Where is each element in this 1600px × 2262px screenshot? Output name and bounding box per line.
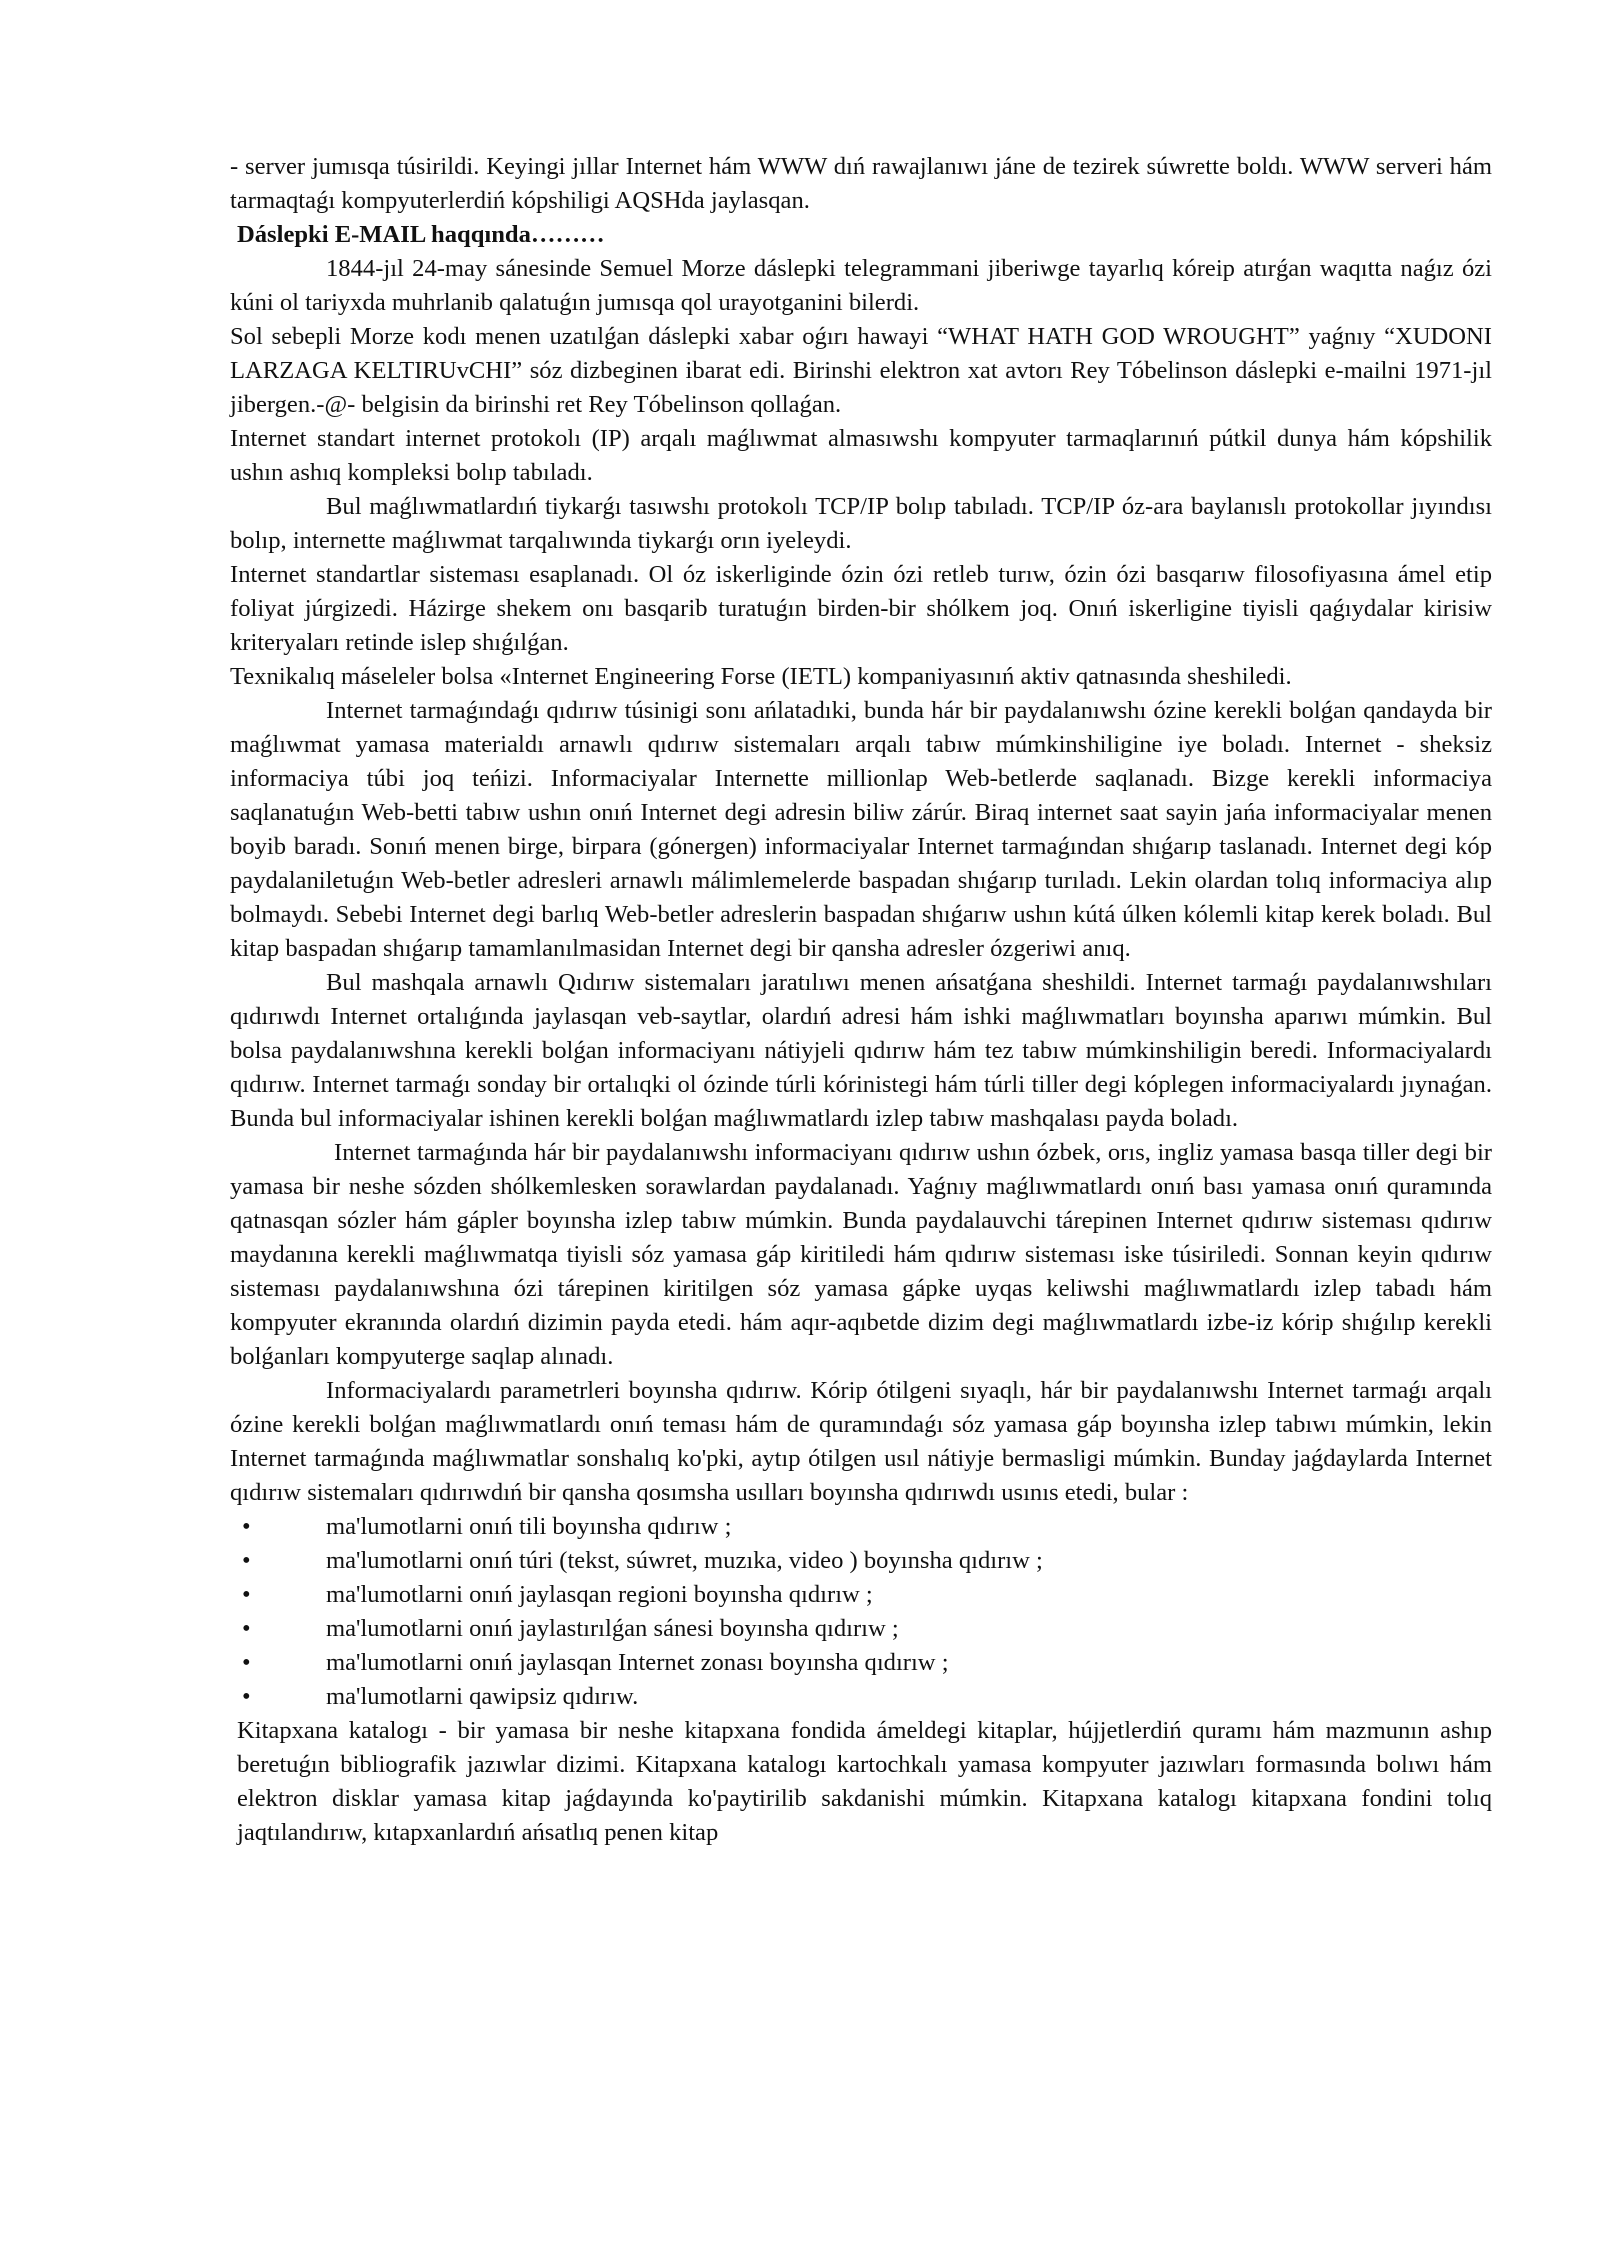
list-item-text: ma'lumotlarni onıń túri (tekst, súwret, muzıka, video ) boyınsha qıdırıw ; bbox=[326, 1547, 1043, 1574]
list-item bbox=[230, 1578, 1492, 1612]
paragraph-search-queries: Internet tarmaǵında hár bir paydalanıwshı informaciyanı qıdırıw ushın ózbek, orıs, ingliz yamasa basqa tiller degi bir yamasa bir neshe sózden shólkemlesken sorawlardan paydalanadı. Yaǵnıy maǵlıwmatlardı onıń bası yamasa onıń quramında qatnasqan sózler hám gápler boyınsha izlep tabıw múmkin. Bunda paydalauvchi tárepinen Internet qıdırıw sisteması qıdırıw maydanına kerekli maǵlıwmatqa tiyisli sóz yamasa gáp kiritiledi hám qıdırıw sisteması iske túsiriledi. Sonnan keyin qıdırıw sisteması paydalanıwshına ózi tárepinen kiritilgen sóz yamasa gápke uyqas keliwshi maǵlıwmatlardı izlep tabadı hám kompyuter ekranında olardıń dizimin payda etedi. hám aqır-aqıbetde dizim degi maǵlıwmatlardı izbe-iz kórip shıǵılıp kerekli bolǵanları kompyuterge saqlap alınadı. bbox=[230, 1139, 1492, 1370]
bullet-icon: • bbox=[242, 1581, 251, 1608]
section-heading-email: Dáslepki E-MAIL haqqında……… bbox=[237, 221, 605, 248]
paragraph-tcp-ip: Bul maǵlıwmatlardıń tiykarǵı tasıwshı protokolı TCP/IP bolıp tabıladı. TCP/IP óz-ara baylanıslı protokollar jıyındısı bolıp, internette maǵlıwmat tarqalıwında tiykarǵı orın iyeleydi. bbox=[230, 493, 1492, 554]
bullet-icon: • bbox=[242, 1615, 251, 1642]
paragraph-search-parameters: Informaciyalardı parametrleri boyınsha qıdırıw. Kórip ótilgeni sıyaqlı, hár bir paydalanıwshı Internet tarmaǵı arqalı ózine kerekli bolǵan maǵlıwmatlardı onıń teması hám de quramındaǵı sóz yamasa gáp boyınsha izlep tabıwı múmkin, lekin Internet tarmaǵında maǵlıwmatlar sonshalıq ko'pki, aytıp ótilgen usıl nátiyje bermasligi múmkin. Bunday jaǵdaylarda Internet qıdırıw sistemaları qıdırıwdıń bir qansha qosımsha usılları boyınsha qıdırıwdı usınıs etedi, bular : bbox=[230, 1377, 1492, 1506]
list-item-text: ma'lumotlarni onıń jaylasqan Internet zonası boyınsha qıdırıw ; bbox=[326, 1649, 949, 1676]
list-item bbox=[230, 1680, 1492, 1714]
bullet-icon: • bbox=[242, 1547, 251, 1574]
paragraph-server-intro: - server jumısqa túsirildi. Keyingi jıllar Internet hám WWW dıń rawajlanıwı jáne de tezirek súwrette boldı. WWW serveri hám tarmaqtaǵı kompyuterlerdiń kópshiligi AQSHda jaylasqan. bbox=[230, 153, 1492, 214]
list-item-text: ma'lumotlarni onıń jaylasqan regioni boyınsha qıdırıw ; bbox=[326, 1581, 873, 1608]
list-item-text: ma'lumotlarni onıń jaylastırılǵan sánesi boyınsha qıdırıw ; bbox=[326, 1615, 899, 1642]
paragraph-library-catalog: Kitapxana katalogı - bir yamasa bir neshe kitapxana fondida ámeldegi kitaplar, hújjetlerdiń quramı hám mazmunın ashıp beretuǵın bibliografik jazıwlar dizimi. Kitapxana katalogı kartochkalı yamasa kompyuter jazıwları formasında bolıwı hám elektron disklar yamasa kitap jaǵdayında ko'paytirilib sakdanishi múmkin. Kitapxana katalogı kitapxana fondini tolıq jaqtılandırıw, kıtapxanlardıń ańsatlıq penen kitap bbox=[237, 1717, 1492, 1846]
list-item-text: ma'lumotlarni onıń tili boyınsha qıdırıw ; bbox=[326, 1513, 732, 1540]
search-methods-list bbox=[230, 1510, 1492, 1714]
bullet-icon: • bbox=[242, 1683, 251, 1710]
list-item bbox=[230, 1544, 1492, 1578]
paragraph-morze-message: Sol sebepli Morze kodı menen uzatılǵan dáslepki xabar oǵırı hawayi “WHAT HATH GOD WROUGHT” yaǵnıy “XUDONI LARZAGA KELTIRUvCHI” sóz dizbeginen ibarat edi. Birinshi elektron xat avtorı Rey Tóbelinson dáslepki e-mailni 1971-jıl jibergen.-@- belgisin da birinshi ret Rey Tóbelinson qollaǵan. bbox=[230, 323, 1492, 418]
document-page bbox=[230, 150, 1492, 1850]
bullet-icon: • bbox=[242, 1513, 251, 1540]
paragraph-search-systems: Bul mashqala arnawlı Qıdırıw sistemaları jaratılıwı menen ańsatǵana sheshildi. Internet tarmaǵı paydalanıwshıları qıdırıwdı Internet ortalıǵında jaylasqan veb-saytlar, olardıń adresi hám ishki maǵlıwmatları boyınsha aparıwı múmkin. Bul bolsa paydalanıwshına kerekli bolǵan informaciyanı nátiyjeli qıdırıw hám tez tabıw múmkinshiligin beredi. Informaciyalardı qıdırıw. Internet tarmaǵı sonday bir ortalıqki ol ózinde túrli kórinistegi hám túrli tiller degi kóplegen informaciyalardı jıynaǵan. Bunda bul informaciyalar ishinen kerekli bolǵan maǵlıwmatlardı izlep tabıw mashqalası payda boladı. bbox=[230, 969, 1492, 1132]
paragraph-morze-1844: 1844-jıl 24-may sánesinde Semuel Morze dáslepki telegrammani jiberiwge tayarlıq kóreip atırǵan waqıtta naǵız ózi kúni ol tariyxda muhrlanib qalatuǵın jumısqa qol urayotganini bilerdi. bbox=[230, 255, 1492, 316]
bullet-icon: • bbox=[242, 1649, 251, 1676]
list-item-text: ma'lumotlarni qawipsiz qıdırıw. bbox=[326, 1683, 639, 1710]
list-item bbox=[230, 1612, 1492, 1646]
list-item bbox=[230, 1510, 1492, 1544]
list-item bbox=[230, 1646, 1492, 1680]
paragraph-standards: Internet standartlar sisteması esaplanadı. Ol óz iskerliginde ózin ózi retleb turıw, ózin ózi basqarıw filosofiyasına ámel etip foliyat júrgizedi. Házirge shekem onı basqarib turatuǵın birden-bir shólkem joq. Onıń iskerligine tiyisli qaǵıydalar kirisiw kriteryaları retinde islep shıǵılǵan. bbox=[230, 561, 1492, 656]
paragraph-ietl: Texnikalıq máseleler bolsa «Internet Engineering Forse (IETL) kompaniyasınıń aktiv qatnasında sheshiledi. bbox=[230, 663, 1292, 690]
paragraph-search-concept: Internet tarmaǵındaǵı qıdırıw túsinigi sonı ańlatadıki, bunda hár bir paydalanıwshı ózine kerekli bolǵan qandayda bir maǵlıwmat yamasa materialdı arnawlı qıdırıw sistemaları arqalı tabıw múmkinshiligine iye boladı. Internet - sheksiz informaciya túbi joq teńizi. Informaciyalar Internette millionlap Web-betlerde saqlanadı. Bizge kerekli informaciya saqlanatuǵın Web-betti tabıw ushın onıń Internet degi adresin biliw zárúr. Biraq internet saat sayin jańa informaciyalar menen boyib baradı. Sonıń menen birge, birpara (gónergen) informaciyalar Internet tarmaǵından shıǵarıp taslanadı. Internet degi kóp paydalaniletuǵın Web-betler adresleri arnawlı málimlemelerde baspadan shıǵarıp turıladı. Lekin olardan tolıq informaciya alıp bolmaydı. Sebebi Internet degi barlıq Web-betler adreslerin baspadan shıǵarıw ushın kútá úlken kólemli kitap kerek boladı. Bul kitap baspadan shıǵarıp tamamlanılmasidan Internet degi bir qansha adresler ózgeriwi anıq. bbox=[230, 697, 1492, 962]
paragraph-internet-protocol: Internet standart internet protokolı (IP) arqalı maǵlıwmat almasıwshı kompyuter tarmaqlarınıń pútkil dunya hám kópshilik ushın ashıq kompleksi bolıp tabıladı. bbox=[230, 425, 1492, 486]
